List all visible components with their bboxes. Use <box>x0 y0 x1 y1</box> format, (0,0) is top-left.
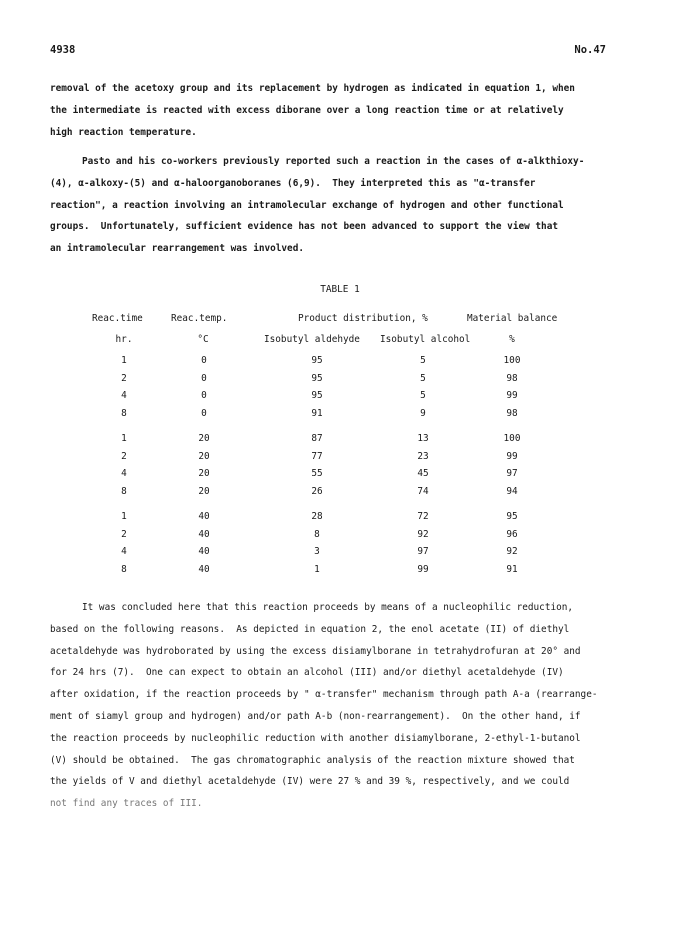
cell-aldehyde: 95 <box>311 390 323 401</box>
cell-reac-temp: 20 <box>198 468 210 479</box>
col-header-material-balance: Material balance <box>467 313 558 324</box>
cell-reac-time: 1 <box>121 511 127 522</box>
cell-aldehyde: 87 <box>311 433 323 444</box>
text-line: reaction", a reaction involving an intramolecular exchange of hydrogen and other functional <box>50 199 564 211</box>
cell-reac-time: 1 <box>121 433 127 444</box>
cell-alcohol: 99 <box>417 563 429 575</box>
cell-reac-temp: 40 <box>198 563 210 575</box>
cell-alcohol: 74 <box>417 485 429 497</box>
cell-reac-temp: 20 <box>198 485 210 497</box>
unit-reac-temp: °C <box>197 334 209 345</box>
text-line: removal of the acetoxy group and its replacement by hydrogen as indicated in equation 1, when <box>50 83 575 94</box>
cell-alcohol: 97 <box>417 546 429 557</box>
col-header-reac-temp: Reac.temp. <box>171 313 228 324</box>
cell-aldehyde: 77 <box>311 450 323 462</box>
cell-reac-temp: 40 <box>198 528 210 540</box>
text-line: It was concluded here that this reaction proceeds by means of a nucleophilic reduction, <box>82 602 574 613</box>
text-line: high reaction temperature. <box>50 126 197 138</box>
cell-alcohol: 5 <box>420 372 426 384</box>
cell-material-balance: 98 <box>506 407 518 419</box>
text-line: after oxidation, if the reaction proceeds by " α-transfer" mechanism through path A-a (rearrange- <box>50 689 598 701</box>
page-number: 4938 <box>50 44 76 56</box>
cell-reac-time: 4 <box>121 546 127 557</box>
cell-material-balance: 95 <box>506 511 518 522</box>
cell-aldehyde: 91 <box>311 407 323 419</box>
cell-material-balance: 96 <box>506 528 518 540</box>
cell-aldehyde: 55 <box>311 468 323 479</box>
cell-material-balance: 100 <box>503 355 521 366</box>
cell-material-balance: 92 <box>506 546 518 557</box>
cell-reac-time: 2 <box>121 528 127 540</box>
cell-reac-time: 4 <box>121 468 127 479</box>
cell-material-balance: 99 <box>506 450 518 462</box>
cell-reac-temp: 40 <box>198 511 210 522</box>
cell-alcohol: 9 <box>420 407 426 419</box>
text-line: acetaldehyde was hydroborated by using the excess disiamylborane in tetrahydrofuran at 20° and <box>50 645 581 657</box>
cell-material-balance: 94 <box>506 485 518 497</box>
text-line: (4), α-alkoxy-(5) and α-haloorganoboranes (6,9). They interpreted this as "α-transfer <box>50 177 536 189</box>
journal-issue: No.47 <box>574 44 606 56</box>
cell-material-balance: 99 <box>506 390 518 401</box>
cell-reac-time: 2 <box>121 450 127 462</box>
cell-reac-temp: 40 <box>198 546 210 557</box>
cell-reac-temp: 20 <box>198 450 210 462</box>
cell-reac-time: 8 <box>121 563 127 575</box>
cell-reac-time: 1 <box>121 355 127 366</box>
text-line: groups. Unfortunately, sufficient evidence has not been advanced to support the view that <box>50 221 558 233</box>
cell-alcohol: 92 <box>417 528 429 540</box>
cell-alcohol: 5 <box>420 390 426 401</box>
cell-reac-time: 4 <box>121 390 127 401</box>
cell-alcohol: 5 <box>420 355 426 366</box>
col-header-aldehyde: Isobutyl aldehyde <box>264 334 360 345</box>
cell-aldehyde: 8 <box>314 528 320 540</box>
cell-reac-time: 8 <box>121 485 127 497</box>
text-line: the reaction proceeds by nucleophilic reduction with another disiamylborane, 2-ethyl-1-butanol <box>50 732 581 744</box>
paragraph-3 <box>50 597 630 815</box>
text-line: (V) should be obtained. The gas chromatographic analysis of the reaction mixture showed that <box>50 754 575 766</box>
cell-alcohol: 23 <box>417 450 429 462</box>
paragraph-1 <box>50 78 630 143</box>
cell-reac-temp: 0 <box>201 372 207 384</box>
cell-material-balance: 91 <box>506 563 518 575</box>
cell-reac-temp: 0 <box>201 355 207 366</box>
paragraph-2 <box>50 151 630 260</box>
cell-reac-time: 2 <box>121 372 127 384</box>
cell-alcohol: 72 <box>417 511 429 522</box>
text-line: not find any traces of III. <box>50 798 203 810</box>
cell-reac-temp: 20 <box>198 433 210 444</box>
cell-aldehyde: 95 <box>311 372 323 384</box>
cell-reac-temp: 0 <box>201 390 207 401</box>
cell-aldehyde: 26 <box>311 485 323 497</box>
cell-reac-temp: 0 <box>201 407 207 419</box>
cell-alcohol: 45 <box>417 468 429 479</box>
text-line: an intramolecular rearrangement was involved. <box>50 243 304 255</box>
cell-material-balance: 97 <box>506 468 518 479</box>
cell-alcohol: 13 <box>417 433 429 444</box>
text-line: based on the following reasons. As depicted in equation 2, the enol acetate (II) of diethyl <box>50 623 570 635</box>
cell-material-balance: 100 <box>503 433 521 444</box>
cell-material-balance: 98 <box>506 372 518 384</box>
cell-aldehyde: 3 <box>314 546 320 557</box>
cell-aldehyde: 95 <box>311 355 323 366</box>
col-header-reac-time: Reac.time <box>92 313 143 324</box>
cell-reac-time: 8 <box>121 407 127 419</box>
col-header-alcohol: Isobutyl alcohol <box>380 334 471 345</box>
unit-reac-time: hr. <box>115 334 133 345</box>
cell-aldehyde: 1 <box>314 563 320 575</box>
text-line: Pasto and his co-workers previously reported such a reaction in the cases of α-alkthioxy- <box>82 156 585 167</box>
table-title: TABLE 1 <box>320 284 360 295</box>
text-line: the intermediate is reacted with excess diborane over a long reaction time or at relatively <box>50 104 564 116</box>
unit-material-balance: % <box>509 334 515 345</box>
text-line: for 24 hrs (7). One can expect to obtain an alcohol (III) and/or diethyl acetaldehyde (IV) <box>50 667 564 679</box>
text-line: ment of siamyl group and hydrogen) and/or path A-b (non-rearrangement). On the other hand, if <box>50 710 581 722</box>
cell-aldehyde: 28 <box>311 511 323 522</box>
text-line: the yields of V and diethyl acetaldehyde (IV) were 27 % and 39 %, respectively, and we could <box>50 776 570 788</box>
col-header-product-distribution: Product distribution, % <box>298 313 428 324</box>
